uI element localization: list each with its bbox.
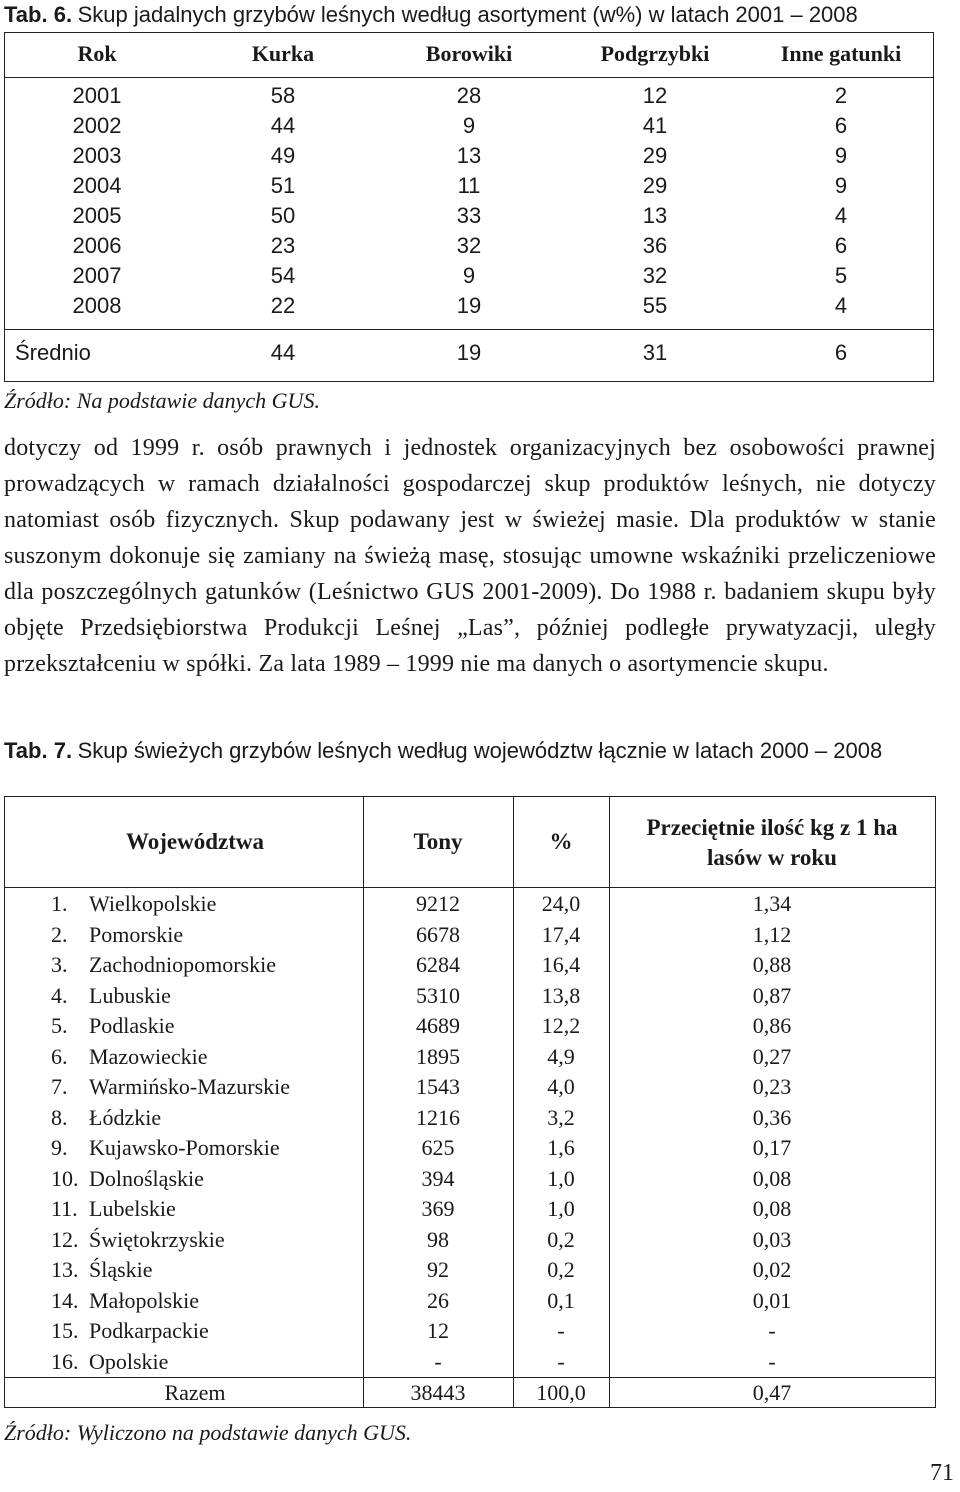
table-row: [5, 1042, 935, 1073]
header-wojewodztwa: Województwa: [126, 829, 264, 854]
row-avg: 0,86: [752, 1013, 792, 1038]
table-row: [5, 1347, 935, 1378]
row-tony: -: [434, 1348, 442, 1374]
row-avg: 0,88: [752, 952, 792, 977]
total-pct: 100,0: [536, 1380, 586, 1405]
average-kurka: 44: [270, 340, 296, 365]
row-avg: 0,03: [752, 1226, 792, 1252]
row-voivodeship: Małopolskie: [89, 1287, 199, 1313]
row-voivodeship: Łódzkie: [89, 1104, 162, 1130]
row-number: 11.: [51, 1196, 78, 1221]
row-tony: 6678: [416, 921, 460, 947]
row-tony: 1216: [416, 1104, 460, 1130]
row-pct: -: [557, 1348, 565, 1374]
row-voivodeship: Lubuskie: [89, 982, 171, 1008]
row-tony: 5310: [416, 982, 460, 1008]
table6-header: [5, 33, 933, 78]
row-tony: 92: [427, 1257, 449, 1282]
row-pct: 0,1: [547, 1287, 575, 1313]
row-avg: 0,08: [752, 1165, 792, 1191]
column-rok: 2001 2002 2003 2004 2005 2006 2007 2008: [72, 83, 122, 318]
row-number: 1.: [51, 891, 68, 916]
row-tony: 26: [427, 1287, 449, 1313]
row-tony: 1895: [416, 1043, 460, 1069]
average-inne: 6: [834, 340, 848, 365]
row-pct: 4,9: [547, 1043, 575, 1069]
table6-label: Tab. 6.: [4, 2, 73, 27]
row-number: 7.: [51, 1074, 68, 1099]
header-rok: Rok: [77, 41, 117, 66]
row-number: 8.: [51, 1104, 68, 1130]
header-pct: %: [549, 829, 573, 854]
table-row: [5, 1103, 935, 1134]
row-number: 3.: [51, 952, 68, 977]
body-paragraph: dotyczy od 1999 r. osób prawnych i jednostek organizacyjnych bez osobowości prawnej prowadzących w ramach działalności gospodarczej skup produktów leśnych, nie dotyczy natomiast osób fizycznych. Skup podawany jest w świeżej masie. Dla produktów w stanie suszonym dokonuje się zamiany na świeżą masę, stosując umowne wskaźniki przeliczeniowe dla poszczególnych gatunków (Leśnictwo GUS 2001-2009). Do 1988 r. badaniem skupu były objęte Przedsiębiorstwa Produkcji Leśnej „Las”, później podległe prywatyzacji, uległy przekształceniu w spółki. Za lata 1989 – 1999 nie ma danych o asortymencie skupu.: [4, 435, 936, 677]
table7-header: [5, 797, 935, 888]
row-voivodeship: Mazowieckie: [89, 1043, 208, 1069]
total-label: Razem: [164, 1380, 226, 1405]
table-row: [5, 889, 935, 920]
row-tony: 1543: [416, 1074, 460, 1099]
row-voivodeship: Zachodniopomorskie: [89, 952, 276, 977]
row-avg: 1,12: [752, 921, 792, 947]
column-podgrzybki: 12 41 29 29 13 36 32 55: [642, 83, 668, 318]
header-borowiki: Borowiki: [425, 41, 513, 66]
table-row: [5, 920, 935, 951]
row-pct: 12,2: [541, 1013, 581, 1038]
total-avg: 0,47: [752, 1380, 792, 1405]
row-avg: 0,02: [752, 1257, 792, 1282]
average-label: Średnio: [15, 340, 91, 365]
row-pct: -: [557, 1318, 565, 1343]
table-row: [5, 1194, 935, 1225]
row-pct: 17,4: [541, 921, 581, 947]
row-pct: 24,0: [541, 891, 581, 916]
row-tony: 394: [421, 1165, 455, 1191]
header-kurka: Kurka: [251, 41, 315, 66]
row-avg: 0,01: [752, 1287, 792, 1313]
row-tony: 6284: [416, 952, 460, 977]
row-avg: 0,27: [752, 1043, 792, 1069]
row-number: 5.: [51, 1013, 68, 1038]
table-row: [5, 1286, 935, 1317]
row-voivodeship: Opolskie: [89, 1348, 169, 1374]
row-avg: -: [768, 1318, 776, 1343]
row-voivodeship: Świętokrzyskie: [89, 1226, 225, 1252]
table-row: [5, 1164, 935, 1195]
column-inne: 2 6 9 9 4 6 5 4: [834, 83, 848, 318]
table-row: [5, 1255, 935, 1286]
table7: [4, 796, 936, 1408]
row-avg: 0,36: [752, 1104, 792, 1130]
header-tony: Tony: [413, 829, 463, 854]
table-row: [5, 981, 935, 1012]
row-pct: 0,2: [547, 1226, 575, 1252]
row-tony: 4689: [416, 1013, 460, 1038]
table6: [4, 32, 934, 382]
row-avg: -: [768, 1348, 776, 1374]
column-borowiki: 28 9 13 11 33 32 9 19: [456, 83, 482, 318]
row-voivodeship: Podkarpackie: [89, 1318, 209, 1343]
table7-title: Skup świeżych grzybów leśnych według województw łącznie w latach 2000 – 2008: [77, 738, 883, 763]
row-pct: 1,0: [547, 1165, 575, 1191]
row-pct: 1,0: [547, 1196, 575, 1221]
row-number: 9.: [51, 1135, 68, 1160]
table-row: [5, 1072, 935, 1103]
average-borowiki: 19: [456, 340, 482, 365]
total-tony: 38443: [410, 1380, 466, 1405]
row-tony: 98: [427, 1226, 449, 1252]
row-number: 12.: [51, 1226, 79, 1252]
row-voivodeship: Kujawsko-Pomorskie: [89, 1135, 280, 1160]
row-avg: 0,87: [752, 982, 792, 1008]
row-tony: 12: [427, 1318, 449, 1343]
row-pct: 13,8: [541, 982, 581, 1008]
row-number: 15.: [51, 1318, 79, 1343]
table-row: [5, 950, 935, 981]
row-number: 16.: [51, 1348, 79, 1374]
table6-title: Skup jadalnych grzybów leśnych według asortyment (w%) w latach 2001 – 2008: [77, 2, 858, 27]
row-number: 6.: [51, 1043, 68, 1069]
row-tony: 369: [421, 1196, 455, 1221]
row-voivodeship: Dolnośląskie: [89, 1165, 204, 1191]
table6-source: Źródło: Na podstawie danych GUS.: [4, 388, 320, 413]
table7-label: Tab. 7.: [4, 738, 73, 763]
row-tony: 625: [421, 1135, 455, 1160]
row-pct: 1,6: [547, 1135, 575, 1160]
column-kurka: 58 44 49 51 50 23 54 22: [270, 83, 296, 318]
row-number: 4.: [51, 982, 68, 1008]
table-row: [5, 1225, 935, 1256]
header-avg: Przeciętnie ilość kg z 1 ha lasów w roku: [646, 815, 898, 870]
row-voivodeship: Lubelskie: [89, 1196, 176, 1221]
row-number: 10.: [51, 1165, 79, 1191]
row-voivodeship: Podlaskie: [89, 1013, 175, 1038]
row-avg: 1,34: [752, 891, 792, 916]
table-row: [5, 1133, 935, 1164]
average-podgrzybki: 31: [642, 340, 668, 365]
row-pct: 3,2: [547, 1104, 575, 1130]
row-avg: 0,17: [752, 1135, 792, 1160]
row-voivodeship: Warmińsko-Mazurskie: [89, 1074, 291, 1099]
row-tony: 9212: [416, 891, 460, 916]
table7-total-row: [5, 1377, 935, 1408]
row-avg: 0,08: [752, 1196, 792, 1221]
table6-caption: [4, 0, 858, 30]
row-number: 13.: [51, 1257, 79, 1282]
header-podgrzybki: Podgrzybki: [600, 41, 710, 66]
table-row: [5, 1316, 935, 1347]
row-voivodeship: Wielkopolskie: [89, 891, 217, 916]
row-voivodeship: Śląskie: [89, 1257, 153, 1282]
row-pct: 16,4: [541, 952, 581, 977]
table-row: [5, 1011, 935, 1042]
table7-caption: [4, 736, 924, 766]
row-voivodeship: Pomorskie: [89, 921, 184, 947]
table7-source: Źródło: Wyliczono na podstawie danych GUS.: [4, 1420, 412, 1445]
row-number: 2.: [51, 921, 68, 947]
row-pct: 0,2: [547, 1257, 575, 1282]
row-avg: 0,23: [752, 1074, 792, 1099]
row-pct: 4,0: [547, 1074, 575, 1099]
row-number: 14.: [51, 1287, 79, 1313]
page-number: 71: [930, 1460, 954, 1486]
table6-average-row: [5, 329, 933, 382]
header-inne: Inne gatunki: [780, 41, 902, 66]
